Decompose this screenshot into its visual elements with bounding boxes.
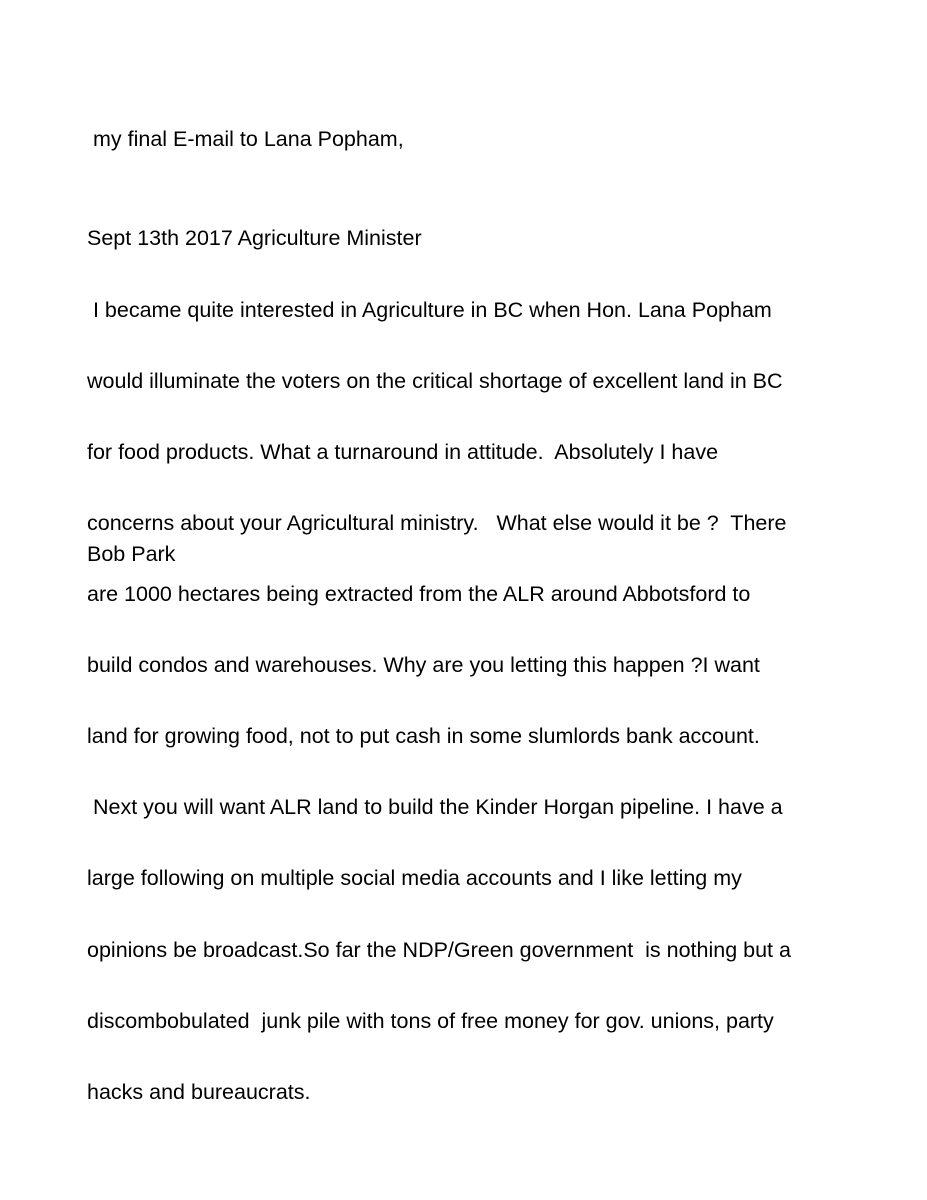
letter-line: Next you will want ALR land to build the Kinder Horgan pipeline. I have a <box>87 795 783 820</box>
letter-line: large following on multiple social media accounts and I like letting my <box>87 866 742 891</box>
letter-line: I became quite interested in Agriculture in BC when Hon. Lana Popham <box>87 297 772 322</box>
letter-line: land for growing food, not to put cash in some slumlords bank account. <box>87 724 760 749</box>
letter-line: for food products. What a turnaround in attitude. Absolutely I have <box>87 439 719 464</box>
signature: Bob Park <box>87 542 176 566</box>
letter-line: would illuminate the voters on the critical shortage of excellent land in BC <box>87 368 783 393</box>
email-opening-line: my final E-mail to Lana Popham, <box>87 127 404 151</box>
letter-line: are 1000 hectares being extracted from the ALR around Abbotsford to <box>87 581 751 606</box>
letter-body <box>87 180 877 1152</box>
letter-line: Sept 13th 2017 Agriculture Minister <box>87 226 422 251</box>
letter-line: discombobulated junk pile with tons of free money for gov. unions, party <box>87 1008 774 1033</box>
letter-line: build condos and warehouses. Why are you letting this happen ?I want <box>87 653 760 678</box>
letter-line: concerns about your Agricultural ministry. What else would it be ? There <box>87 510 787 535</box>
letter-line: opinions be broadcast.So far the NDP/Green government is nothing but a <box>87 937 791 962</box>
letter-line: hacks and bureaucrats. <box>87 1079 311 1104</box>
